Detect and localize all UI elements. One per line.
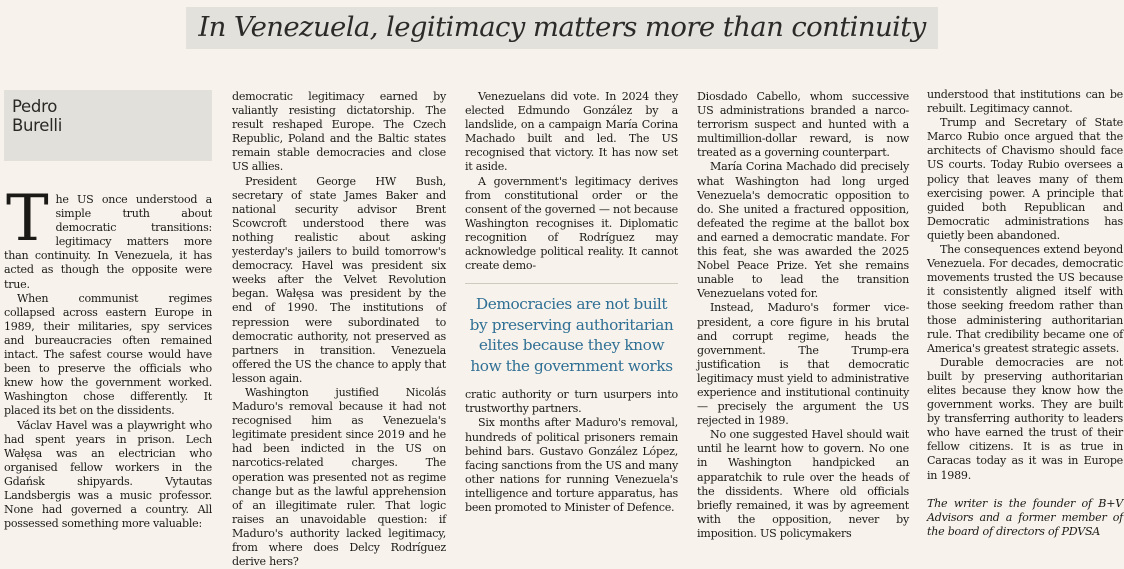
author-last-name: Burelli: [12, 116, 63, 135]
paragraph: cratic authority or turn usurpers into trustworthy partners.: [465, 388, 678, 416]
paragraph: Six months after Maduro's removal, hundreds of political prisoners remain behind bars. Gustavo González López, facing sanctions from the US and many other nations for running Venezuela's intelligence and torture apparatus, has been promoted to Minister of Defence.: [465, 416, 678, 514]
paragraph: Trump and Secretary of State Marco Rubio once argued that the architects of Chavismo should face US courts. Today Rubio oversees a policy that leaves many of them exercising power. A principle that guided both Republican and Democratic administrations has quietly been abandoned.: [927, 116, 1123, 242]
paragraph: Diosdado Cabello, whom successive US administrations branded a narco-terrorism suspect and hunted with a multimillion-dollar reward, is now treated as a governing counterpart.: [697, 90, 909, 160]
column-3: [465, 90, 678, 515]
paragraph: Instead, Maduro's former vice-president, a core figure in his brutal and corrupt regime, heads the government. The Trump-era justification is that democratic legitimacy must yield to administrative experience and institutional continuity — precisely the argument the US rejected in 1989.: [697, 301, 909, 428]
headline-banner: [0, 0, 1124, 60]
paragraph: When communist regimes collapsed across eastern Europe in 1989, their militaries, spy services and bureaucracies often remained intact. The safest course would have been to preserve the officials who knew how the government worked. Washington chose differently. It placed its bet on the dissidents.: [4, 291, 212, 418]
paragraph: Venezuelans did vote. In 2024 they elected Edmundo González by a landslide, on a campaign María Corina Machado built and led. The US recognised that victory. It has now set it aside.: [465, 90, 678, 174]
column-5: [927, 88, 1123, 539]
drop-cap: T: [6, 182, 49, 256]
paragraph: No one suggested Havel should wait until he learnt how to govern. No one in Washington handpicked an apparatchik to rule over the heads of the dissidents. Where old officials briefly remained, it was by agreement with the opposition, never by imposition. US policymakers: [697, 428, 909, 540]
paragraph: The consequences extend beyond Venezuela. For decades, democratic movements trusted the US because it consistently aligned itself with those seeking freedom rather than those administering authoritarian rule. That credibility became one of America's greatest strategic assets.: [927, 243, 1123, 355]
paragraph: understood that institutions can be rebuilt. Legitimacy cannot.: [927, 88, 1123, 116]
column-4: [697, 90, 909, 541]
paragraph: Washington justified Nicolás Maduro's removal because it had not recognised him as Venezuela's legitimate president since 2019 and he had been indicted in the US on narcotics-related charges. The operation was presented not as regime change but as the lawful apprehension of an illegitimate ruler. That logic raises an unavoidable question: if Maduro's authority lacked legitimacy, from where does Delcy Rodríguez derive hers?: [232, 385, 446, 569]
paragraph: Durable democracies are not built by preserving authoritarian elites because they know how the government works. They are built by transferring authority to leaders who have earned the trust of their fellow citizens. It is as true in Caracas today as it was in Europe in 1989.: [927, 355, 1123, 482]
author-signature: The writer is the founder of B+V Advisors and a former member of the board of directors of PDVSA: [927, 496, 1123, 538]
pull-quote-rule: [465, 283, 678, 284]
column-1: [4, 90, 212, 531]
author-first-name: Pedro: [12, 97, 58, 116]
lead-paragraph: [4, 182, 212, 292]
pull-quote: Democracies are not built by preserving authoritarian elites because they know how the government works: [469, 295, 674, 375]
paragraph: A government's legitimacy derives from constitutional order or the consent of the governed — not because Washington recognises it. Diplomatic recognition of Rodríguez may acknowledge political reality. It cannot create demo-: [465, 174, 678, 273]
lead-paragraph-text: he US once understood a simple truth about democratic transitions: legitimacy matters more than continuity. In Venezuela, it has acted as though the opposite were true.: [4, 193, 212, 291]
paragraph: Václav Havel was a playwright who had spent years in prison. Lech Wałęsa was an electrician who organised fellow workers in the Gdańsk shipyards. Vytautas Landsbergis was a music professor. None had governed a country. All possessed something more valuable:: [4, 418, 212, 531]
headline: In Venezuela, legitimacy matters more than continuity: [186, 7, 937, 49]
byline: [4, 90, 212, 161]
column-2: [232, 90, 446, 569]
paragraph: democratic legitimacy earned by valiantly resisting dictatorship. The result reshaped Europe. The Czech Republic, Poland and the Baltic states remain stable democracies and close US allies.: [232, 90, 446, 174]
paragraph: President George HW Bush, secretary of state James Baker and national security advisor Brent Scowcroft understood there was nothing realistic about asking yesterday's jailers to build tomorrow's democracy. Havel was president six weeks after the Velvet Revolution began. Wałęsa was president by the end of 1990. The institutions of repression were subordinated to democratic authority, not preserved as partners in transition. Venezuela offered the US the chance to apply that lesson again.: [232, 174, 446, 385]
paragraph: María Corina Machado did precisely what Washington had long urged Venezuela's democratic opposition to do. She united a fractured opposition, defeated the regime at the ballot box and earned a democratic mandate. For this feat, she was awarded the 2025 Nobel Peace Prize. Yet she remains unable to lead the transition Venezuelans voted for.: [697, 160, 909, 301]
